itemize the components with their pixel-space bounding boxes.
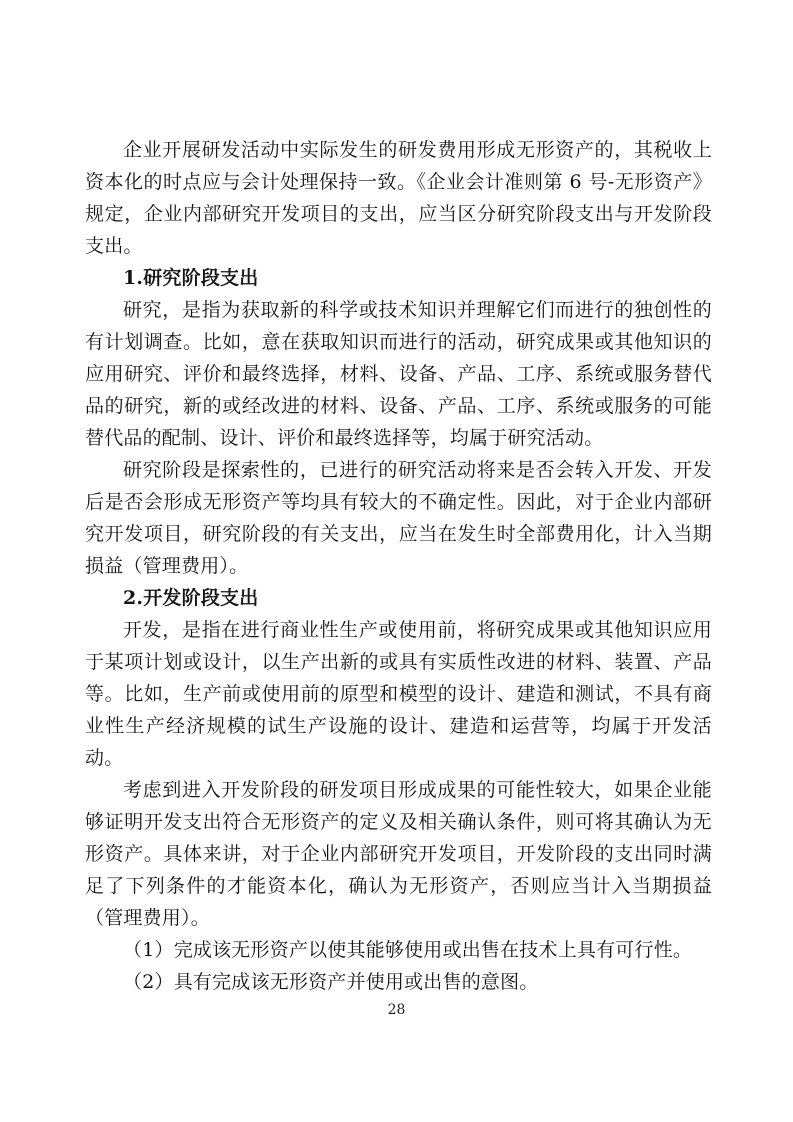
paragraph-research-expensing: 研究阶段是探索性的，已进行的研究活动将来是否会转入开发、开发后是否会形成无形资产等均具有较大的不确定性。因此，对于企业内部研究开发项目，研究阶段的有关支出，应当在发生时全部费用化，计入当期损益（管理费用）。 [85, 459, 712, 577]
paragraph-development-capitalization: 考虑到进入开发阶段的研发项目形成成果的可能性较大，如果企业能够证明开发支出符合无形资产的定义及相关确认条件，则可将其确认为无形资产。具体来讲，对于企业内部研究开发项目，开发阶段的支出同时满足了下列条件的才能资本化，确认为无形资产，否则应当计入当期损益（管理费用）。 [85, 779, 712, 929]
paragraph-development-definition: 开发，是指在进行商业性生产或使用前，将研究成果或其他知识应用于某项计划或设计，以生产出新的或具有实质性改进的材料、装置、产品等。比如，生产前或使用前的原型和模型的设计、建造和测试，不具有商业性生产经济规模的试生产设施的设计、建造和运营等，均属于开发活动。 [85, 619, 712, 769]
paragraph-intro: 企业开展研发活动中实际发生的研发费用形成无形资产的，其税收上资本化的时点应与会计处理保持一致。《企业会计准则第 6 号-无形资产》规定，企业内部研究开发项目的支出，应当区分研究阶段支出与开发阶段支出。 [85, 139, 712, 257]
list-item-condition-1: （1）完成该无形资产以使其能够使用或出售在技术上具有可行性。 [123, 939, 693, 961]
paragraph-research-definition: 研究，是指为获取新的科学或技术知识并理解它们而进行的独创性的有计划调查。比如，意在获取知识而进行的活动，研究成果或其他知识的应用研究、评价和最终选择，材料、设备、产品、工序、系统或服务替代品的研究，新的或经改进的材料、设备、产品、工序、系统或服务的可能替代品的配制、设计、评价和最终选择等，均属于研究活动。 [85, 299, 712, 449]
page-number: 28 [387, 1002, 406, 1018]
document-body [85, 134, 712, 998]
list-item-condition-2: （2）具有完成该无形资产并使用或出售的意图。 [123, 971, 539, 993]
section-heading-research-stage: 1.研究阶段支出 [123, 267, 259, 289]
section-heading-development-stage: 2.开发阶段支出 [123, 587, 259, 609]
